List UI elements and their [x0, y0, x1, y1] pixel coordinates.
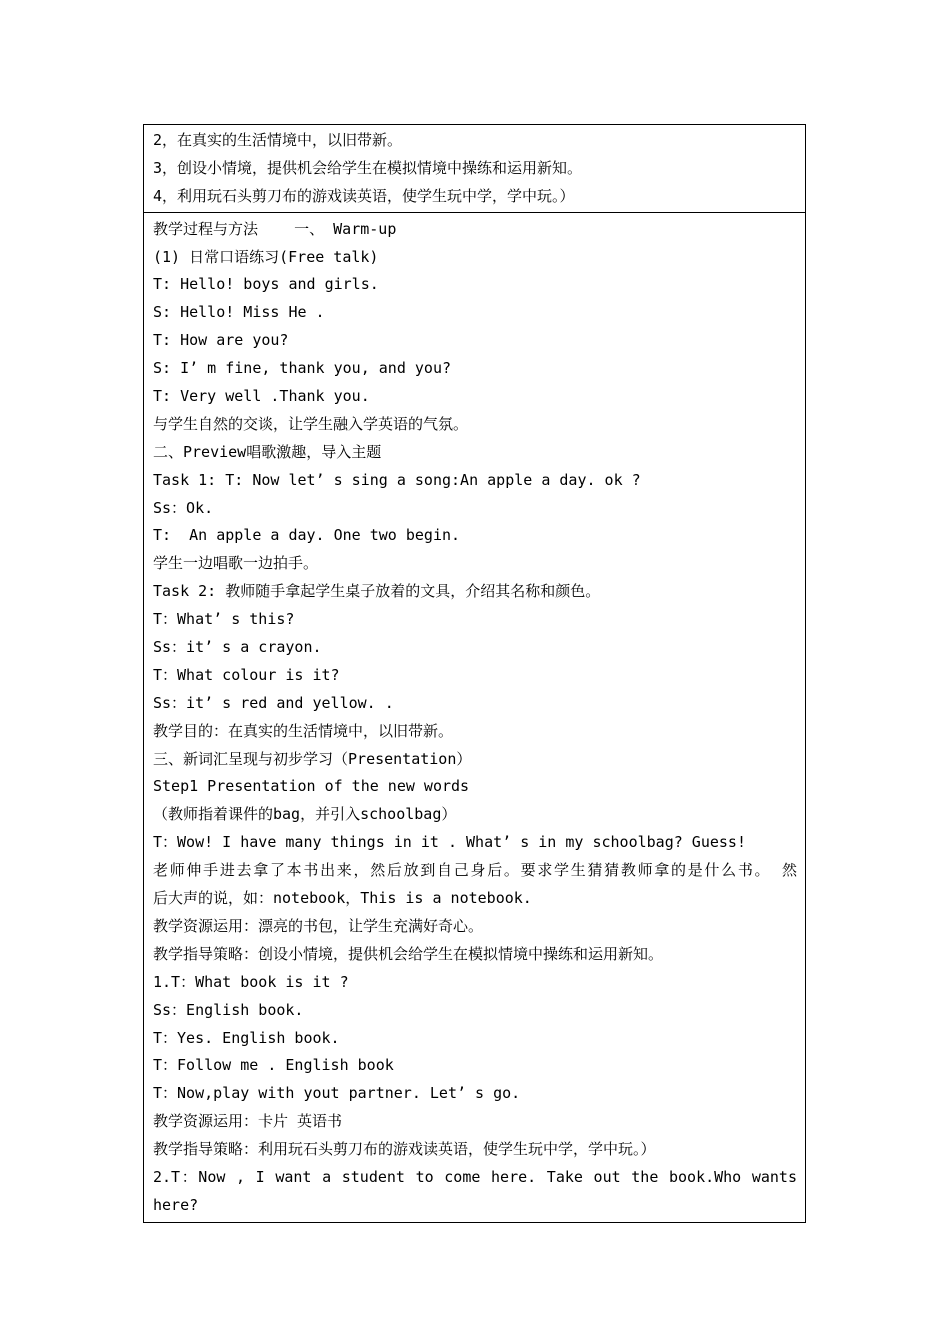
- section-heading: 二、Preview唱歌激趣，导入主题: [153, 442, 382, 461]
- dialogue-line: T：Now,play with yout partner. Let’ s go.: [153, 1084, 521, 1103]
- process-line: 后大声的说，如：notebook，This is a notebook.: [153, 889, 532, 908]
- dialogue-line: T: An apple a day. One two begin.: [153, 526, 461, 545]
- process-line: 老师伸手进去拿了本书出来，然后放到自己身后。要求学生猜猜教师拿的是什么书。 然: [153, 861, 797, 880]
- process-line: 与学生自然的交谈，让学生融入学英语的气氛。: [153, 414, 469, 433]
- dialogue-line: S: Hello! Miss He .: [153, 303, 325, 322]
- dialogue-line: Task 1: T: Now let’ s sing a song:An apple a day. ok ?: [153, 470, 641, 489]
- dialogue-line: T: How are you?: [153, 331, 289, 350]
- dialogue-line: Ss：it’ s red and yellow. .: [153, 693, 394, 712]
- dialogue-line: T：Follow me . English book: [153, 1056, 394, 1075]
- section-heading: 三、新词汇呈现与初步学习（Presentation）: [153, 749, 472, 768]
- process-line: (1) 日常口语练习(Free talk): [153, 247, 379, 266]
- process-line: 教学指导策略：利用玩石头剪刀布的游戏读英语，使学生玩中学，学中玩。）: [153, 1140, 656, 1159]
- process-line: 教学资源运用：漂亮的书包，让学生充满好奇心。: [153, 916, 484, 935]
- lesson-plan-table: [143, 124, 806, 1223]
- dialogue-line: Ss：Ok.: [153, 498, 214, 517]
- dialogue-line: T：What’ s this?: [153, 610, 295, 629]
- objectives-cell: [144, 125, 805, 212]
- dialogue-line: Ss：it’ s a crayon.: [153, 638, 322, 657]
- process-line: （教师指着课件的bag，并引入schoolbag）: [153, 805, 457, 824]
- dialogue-line: T: Very well .Thank you.: [153, 387, 370, 406]
- objective-line: 4，利用玩石头剪刀布的游戏读英语，使学生玩中学，学中玩。）: [153, 186, 575, 205]
- objective-line: 2，在真实的生活情境中，以旧带新。: [153, 131, 403, 149]
- process-line: Step1 Presentation of the new words: [153, 777, 470, 796]
- dialogue-line: S: I’ m fine, thank you, and you?: [153, 359, 452, 378]
- process-heading: 教学过程与方法 一、 Warm-up: [153, 219, 397, 238]
- process-line: 教学指导策略：创设小情境，提供机会给学生在模拟情境中操练和运用新知。: [153, 944, 664, 963]
- process-line: 教学资源运用：卡片 英语书: [153, 1112, 343, 1131]
- dialogue-line: 2.T：Now , I want a student to come here. Take out the book.Who wants: [153, 1167, 797, 1186]
- objective-line: 3，创设小情境，提供机会给学生在模拟情境中操练和运用新知。: [153, 158, 583, 177]
- dialogue-line: here?: [153, 1195, 199, 1214]
- dialogue-line: Ss：English book.: [153, 1000, 304, 1019]
- dialogue-line: T：Wow! I have many things in it . What’ s in my schoolbag? Guess!: [153, 833, 746, 852]
- dialogue-line: T：What colour is it?: [153, 665, 340, 684]
- teaching-process-cell: [144, 212, 805, 1222]
- dialogue-line: T：Yes. English book.: [153, 1028, 340, 1047]
- process-line: 教学目的：在真实的生活情境中，以旧带新。: [153, 721, 454, 740]
- dialogue-line: 1.T：What book is it ?: [153, 972, 349, 991]
- process-line: 学生一边唱歌一边拍手。: [153, 554, 319, 573]
- dialogue-line: T: Hello! boys and girls.: [153, 275, 379, 294]
- process-line: Task 2: 教师随手拿起学生桌子放着的文具，介绍其名称和颜色。: [153, 582, 601, 601]
